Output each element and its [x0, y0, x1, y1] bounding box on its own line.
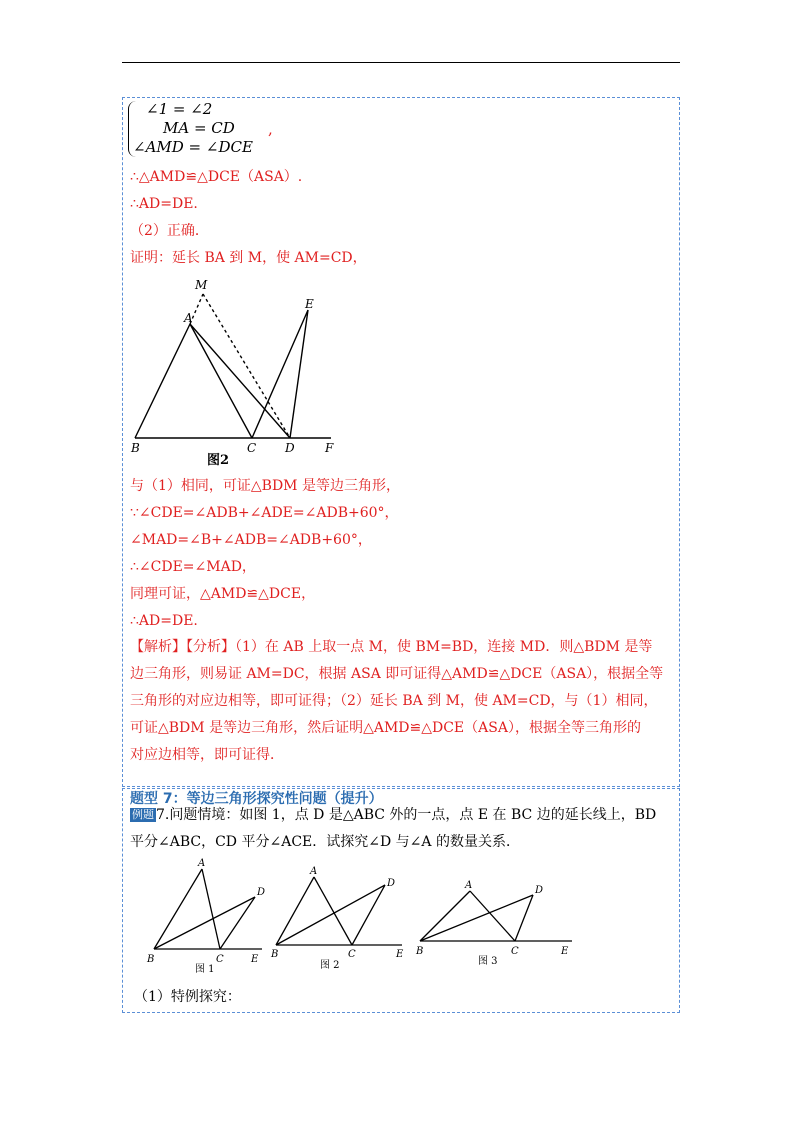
system-line-3: ∠AMD = ∠DCE [133, 138, 253, 156]
fig2-label-A: A [310, 866, 318, 877]
text-line: 与（1）相同，可证△BDM 是等边三角形， [130, 478, 400, 494]
fig1-label-D: D [257, 887, 266, 898]
subquestion-1: （1）特例探究： [134, 989, 241, 1005]
analysis-line: 对应边相等，即可证得． [130, 747, 284, 763]
fig3-label-C: C [511, 946, 519, 957]
system-line-1: ∠1 = ∠2 [146, 100, 213, 118]
label-C: C [247, 441, 257, 455]
fig1-line-AC [202, 869, 220, 949]
fig3-label-D: D [535, 885, 544, 896]
fig3-caption: 图 3 [478, 956, 498, 967]
header-rule [122, 62, 680, 63]
fig3-line-BD [420, 895, 533, 941]
fig1-line-CD [220, 897, 255, 949]
text-line: ∴△AMD≌△DCE（ASA）. [130, 169, 303, 185]
figure-2 [125, 272, 355, 470]
fig2-label-B: B [271, 949, 279, 960]
fig1-label-A: A [198, 858, 206, 869]
problem-line: 平分∠ABC，CD 平分∠ACE．试探究∠D 与∠A 的数量关系． [130, 834, 520, 850]
label-M: M [195, 278, 208, 292]
analysis-line: 可证△BDM 是等边三角形，然后证明△AMD≌△DCE（ASA），根据全等三角形的 [130, 720, 641, 736]
fig2-line-AC [314, 877, 352, 945]
fig3-label-B: B [416, 946, 424, 957]
label-F: F [325, 441, 334, 455]
fig2-caption: 图 2 [320, 960, 340, 971]
system-comma: , [268, 120, 273, 138]
fig2-label-C: C [348, 949, 356, 960]
text-line: ∵∠CDE=∠ADB+∠ADE=∠ADB+60°， [130, 505, 399, 521]
fig1-label-B: B [147, 954, 155, 965]
fig3-line-BA [420, 891, 470, 941]
text-line: ∴AD=DE. [130, 613, 198, 629]
fig3-label-A: A [465, 880, 473, 891]
text-line: ∴AD=DE. [130, 196, 198, 212]
analysis-paragraph [130, 634, 670, 769]
line-AD [190, 324, 290, 438]
example-badge: 例题 [132, 808, 154, 821]
fig3-label-E: E [561, 946, 569, 957]
text-line: 证明：延长 BA 到 M，使 AM=CD， [130, 250, 367, 266]
line-BA [135, 324, 190, 438]
fig1-label-C: C [216, 954, 224, 965]
analysis-line: 【解析】【分析】（1）在 AB 上取一点 M，使 BM=BD，连接 MD．则△BDM 是等 [130, 639, 653, 655]
label-A: A [184, 311, 193, 325]
fig1-label-E: E [251, 954, 259, 965]
fig2-label-E: E [396, 949, 404, 960]
line-MD-dashed [203, 294, 290, 438]
figure-2-caption: 图2 [207, 453, 230, 468]
analysis-line: 三角形的对应边相等，即可证得；（2）延长 BA 到 M，使 AM=CD，与（1）相同， [130, 693, 658, 709]
text-line: ∴∠CDE=∠MAD， [130, 559, 256, 575]
problem-line: 7.问题情境：如图 1，点 D 是△ABC 外的一点，点 E 在 BC 边的延长线上，BD [156, 807, 657, 823]
fig3-line-AC [470, 891, 515, 941]
system-line-2: MA = CD [163, 119, 235, 137]
figures-1-3 [140, 855, 580, 980]
text-line: 同理可证，△AMD≌△DCE， [130, 586, 316, 602]
label-B: B [131, 441, 140, 455]
fig2-label-D: D [387, 878, 396, 889]
section-title: 题型 7：等边三角形探究性问题（提升） [130, 791, 383, 807]
label-E: E [305, 297, 314, 311]
line-AC [190, 324, 252, 438]
text-line: （2）正确． [130, 223, 209, 239]
label-D: D [285, 441, 295, 455]
fig1-caption: 图 1 [195, 964, 215, 975]
text-line: ∠MAD=∠B+∠ADB=∠ADB+60°， [130, 532, 372, 548]
analysis-line: 边三角形，则易证 AM=DC，根据 ASA 即可证得△AMD≌△DCE（ASA），根据全等 [130, 666, 664, 682]
